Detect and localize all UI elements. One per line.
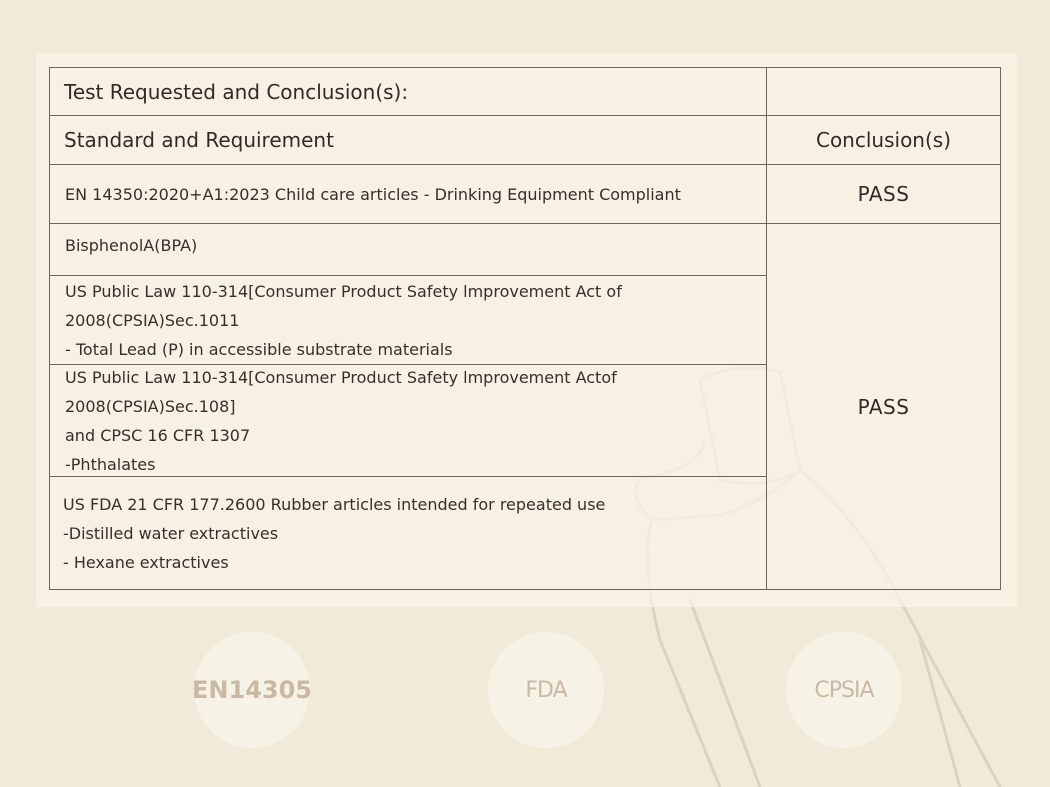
cpsia-badge bbox=[786, 632, 902, 748]
requirement-line: EN 14350:2020+A1:2023 Child care articles - Drinking Equipment Compliant bbox=[65, 184, 681, 204]
table-title: Test Requested and Conclusion(s): bbox=[64, 79, 409, 104]
requirement-text bbox=[50, 490, 605, 577]
table-row bbox=[50, 165, 766, 224]
conclusion-cell-grouped bbox=[767, 224, 1000, 589]
standard-column-header-cell bbox=[50, 116, 766, 165]
fda-badge bbox=[488, 632, 604, 748]
requirement-line: -Phthalates bbox=[65, 454, 156, 474]
cpsia-badge-label: CPSIA bbox=[814, 677, 874, 703]
requirement-line: US Public Law 110-314[Consumer Product Safety lmprovement Act of 2008(CPSIA)Sec.1011 bbox=[65, 281, 622, 330]
requirement-text bbox=[50, 231, 197, 260]
requirement-text bbox=[50, 180, 681, 209]
table-row bbox=[50, 276, 766, 365]
requirement-line: US Public Law 110-314[Consumer Product Safety lmprovement Actof 2008(CPSIA)Sec.108] bbox=[65, 367, 617, 416]
table-row bbox=[50, 477, 766, 589]
standard-column-header: Standard and Requirement bbox=[64, 128, 334, 152]
pass-result: PASS bbox=[857, 394, 910, 419]
table-row bbox=[50, 365, 766, 477]
fda-badge-label: FDA bbox=[525, 677, 567, 703]
en14305-badge-label: EN14305 bbox=[192, 676, 312, 704]
table-row bbox=[50, 224, 766, 276]
requirement-line: BisphenolA(BPA) bbox=[65, 236, 198, 255]
requirement-line: - Total Lead (P) in accessible substrate materials bbox=[65, 339, 453, 359]
table-header-empty-cell bbox=[767, 68, 1000, 116]
test-results-table bbox=[49, 67, 1001, 590]
requirement-line: and CPSC 16 CFR 1307 bbox=[65, 425, 251, 445]
conclusion-column-header: Conclusion(s) bbox=[815, 128, 952, 152]
requirement-text bbox=[50, 277, 766, 364]
table-header-title-cell bbox=[50, 68, 766, 116]
requirement-line: - Hexane extractives bbox=[63, 552, 229, 572]
requirement-text bbox=[50, 363, 766, 479]
conclusion-cell bbox=[767, 165, 1000, 224]
en14305-badge bbox=[194, 632, 310, 748]
requirement-line: US FDA 21 CFR 177.2600 Rubber articles intended for repeated use bbox=[63, 494, 606, 514]
requirement-line: -Distilled water extractives bbox=[63, 523, 279, 543]
conclusion-column-header-cell bbox=[767, 116, 1000, 165]
pass-result: PASS bbox=[857, 182, 910, 206]
